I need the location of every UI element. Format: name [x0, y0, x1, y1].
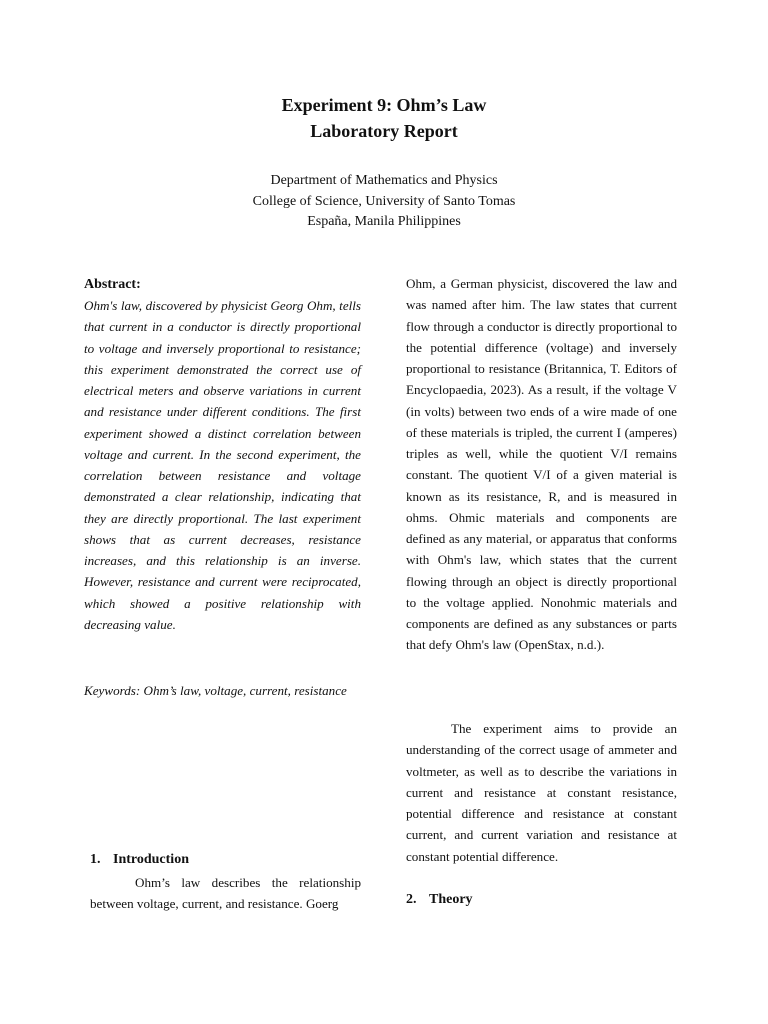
introduction-body-start: Ohm’s law describes the relationship between voltage, current, and resistance. Goerg	[90, 875, 361, 912]
affiliation-block	[0, 171, 768, 233]
introduction-number: 1.	[90, 852, 101, 867]
title-line-1: Experiment 9: Ohm’s Law	[281, 95, 487, 115]
affiliation-line-2: College of Science, University of Santo Tomas	[252, 193, 516, 209]
paper-title	[0, 92, 768, 144]
keywords: Keywords: Ohm’s law, voltage, current, resistance	[84, 683, 347, 698]
introduction-body-continued: Ohm, a German physicist, discovered the law and was named after him. The law states that current flow through a conductor is directly proportional to the potential difference (voltage) and inversely proportional to resistance (Britannica, T. Editors of Encyclopaedia, 2023). As a result, if the voltage V (in volts) between two ends of a wire made of one of these materials is tripled, the current I (amperes) triples as well, while the quotient V/I remains constant. The quotient V/I of a given material is known as its resistance, R, and is measured in ohms. Ohmic materials and components are defined as any material, or apparatus that conforms with Ohm's law, which states that the current flowing through an object is directly proportional to the voltage applied. Nonohmic materials and components are defined as any substances or parts that defy Ohm's law (OpenStax, n.d.).	[406, 276, 677, 653]
affiliation-line-1: Department of Mathematics and Physics	[270, 173, 498, 188]
abstract-heading: Abstract:	[84, 277, 141, 292]
title-line-2: Laboratory Report	[310, 121, 458, 141]
affiliation-line-3: España, Manila Philippines	[307, 214, 461, 229]
theory-number: 2.	[406, 892, 417, 907]
introduction-title: Introduction	[113, 852, 189, 867]
introduction-aim-paragraph: The experiment aims to provide an understanding of the correct usage of ammeter and voltmeter, as well as to describe the variations in current and resistance at constant resistance, potential difference and resistance at constant current, and current variation and resistance at constant potential difference.	[406, 721, 677, 864]
introduction-heading	[90, 850, 189, 870]
abstract-body: Ohm's law, discovered by physicist Georg Ohm, tells that current in a conductor is directly proportional to voltage and inversely proportional to resistance; this experiment demonstrated the correct use of electrical meters and observe variations in current and resistance under different conditions. The first experiment showed a distinct correlation between voltage and current. In the second experiment, the correlation between resistance and voltage demonstrated a clear relationship, indicating that they are directly proportional. The last experiment shows that as current decreases, resistance increases, and this relationship is an inverse. However, resistance and current were reciprocated, which showed a positive relationship with decreasing value.	[84, 298, 361, 632]
theory-title: Theory	[429, 892, 473, 907]
theory-heading	[406, 890, 473, 910]
